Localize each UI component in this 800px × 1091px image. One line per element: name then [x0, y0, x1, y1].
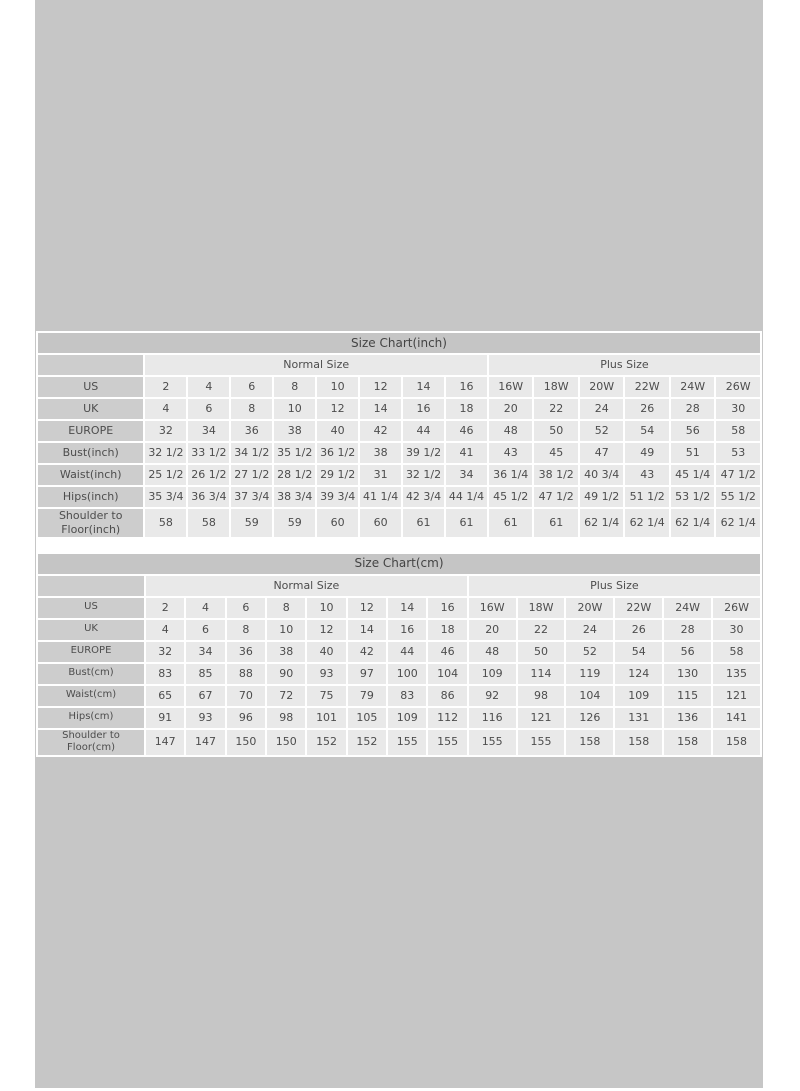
table-cell: 26W: [713, 598, 760, 618]
table-cell: 2: [145, 377, 186, 397]
table-cell: 32 1/2: [145, 443, 186, 463]
table-cell: 16: [428, 598, 466, 618]
table-cell: 34: [446, 465, 487, 485]
table-cell: 109: [615, 686, 662, 706]
table-cell: 101: [307, 708, 345, 728]
group-spacer-cell: [38, 576, 144, 596]
table-cell: 41 1/4: [360, 487, 401, 507]
table-cell: 58: [145, 509, 186, 537]
table-cell: 98: [267, 708, 305, 728]
table-cell: 42 3/4: [403, 487, 444, 507]
table-cell: 158: [615, 730, 662, 755]
column-group-label: Normal Size: [145, 355, 487, 375]
table-cell: 158: [566, 730, 613, 755]
table-cell: 24: [566, 620, 613, 640]
table-cell: 31: [360, 465, 401, 485]
table-cell: 92: [469, 686, 516, 706]
table-row: [38, 708, 760, 728]
column-group-row: [38, 576, 760, 596]
row-label: Shoulder to Floor(inch): [38, 509, 143, 537]
table-cell: 109: [469, 664, 516, 684]
table-cell: 155: [469, 730, 516, 755]
table-cell: 52: [580, 421, 624, 441]
table-cell: 40: [307, 642, 345, 662]
table-cell: 14: [348, 620, 386, 640]
table-cell: 105: [348, 708, 386, 728]
table-cell: 86: [428, 686, 466, 706]
chart-title: Size Chart(cm): [38, 554, 760, 574]
table-row: [38, 421, 760, 441]
table-cell: 152: [348, 730, 386, 755]
table-cell: 52: [566, 642, 613, 662]
table-cell: 158: [664, 730, 711, 755]
table-row: [38, 686, 760, 706]
table-cell: 98: [518, 686, 565, 706]
group-spacer-cell: [38, 355, 143, 375]
table-cell: 60: [317, 509, 358, 537]
table-cell: 4: [186, 598, 224, 618]
table-cell: 56: [671, 421, 715, 441]
table-cell: 91: [146, 708, 184, 728]
table-cell: 12: [348, 598, 386, 618]
table-cell: 16: [388, 620, 426, 640]
table-cell: 59: [274, 509, 315, 537]
table-cell: 10: [274, 399, 315, 419]
table-row: [38, 465, 760, 485]
table-cell: 72: [267, 686, 305, 706]
table-cell: 88: [227, 664, 265, 684]
table-cell: 135: [713, 664, 760, 684]
table-cell: 112: [428, 708, 466, 728]
table-cell: 47 1/2: [534, 487, 578, 507]
table-cell: 6: [186, 620, 224, 640]
table-cell: 65: [146, 686, 184, 706]
table-cell: 126: [566, 708, 613, 728]
table-cell: 109: [388, 708, 426, 728]
table-cell: 49: [625, 443, 669, 463]
table-cell: 10: [307, 598, 345, 618]
table-cell: 36 1/2: [317, 443, 358, 463]
table-cell: 16: [403, 399, 444, 419]
table-cell: 59: [231, 509, 272, 537]
size-charts-container: [36, 331, 762, 757]
table-cell: 39 1/2: [403, 443, 444, 463]
table-cell: 4: [145, 399, 186, 419]
table-cell: 54: [625, 421, 669, 441]
table-cell: 2: [146, 598, 184, 618]
table-cell: 18W: [518, 598, 565, 618]
table-cell: 6: [188, 399, 229, 419]
table-cell: 14: [403, 377, 444, 397]
table-cell: 60: [360, 509, 401, 537]
table-cell: 116: [469, 708, 516, 728]
column-group-label: Normal Size: [146, 576, 467, 596]
chart-title: Size Chart(inch): [38, 333, 760, 353]
table-cell: 136: [664, 708, 711, 728]
table-row: [38, 664, 760, 684]
table-cell: 12: [360, 377, 401, 397]
table-row: [38, 509, 760, 537]
table-cell: 39 3/4: [317, 487, 358, 507]
table-cell: 35 1/2: [274, 443, 315, 463]
table-cell: 50: [518, 642, 565, 662]
table-cell: 24W: [671, 377, 715, 397]
table-cell: 70: [227, 686, 265, 706]
table-cell: 147: [186, 730, 224, 755]
row-label: Bust(inch): [38, 443, 143, 463]
row-label: UK: [38, 399, 143, 419]
table-cell: 20W: [566, 598, 613, 618]
table-cell: 26: [625, 399, 669, 419]
table-cell: 62 1/4: [580, 509, 624, 537]
table-cell: 18: [446, 399, 487, 419]
table-cell: 38: [360, 443, 401, 463]
table-cell: 51 1/2: [625, 487, 669, 507]
table-row: [38, 598, 760, 618]
table-cell: 33 1/2: [188, 443, 229, 463]
table-cell: 12: [307, 620, 345, 640]
table-cell: 50: [534, 421, 578, 441]
row-label: Hips(cm): [38, 708, 144, 728]
table-cell: 36 1/4: [489, 465, 533, 485]
table-cell: 34 1/2: [231, 443, 272, 463]
table-cell: 8: [231, 399, 272, 419]
table-cell: 48: [489, 421, 533, 441]
table-cell: 6: [231, 377, 272, 397]
table-cell: 61: [489, 509, 533, 537]
table-cell: 100: [388, 664, 426, 684]
table-cell: 85: [186, 664, 224, 684]
product-image-canvas: [35, 0, 763, 1088]
row-label: US: [38, 598, 144, 618]
table-cell: 47: [580, 443, 624, 463]
table-cell: 152: [307, 730, 345, 755]
table-cell: 97: [348, 664, 386, 684]
table-cell: 56: [664, 642, 711, 662]
table-cell: 62 1/4: [671, 509, 715, 537]
table-row: [38, 620, 760, 640]
table-cell: 54: [615, 642, 662, 662]
table-cell: 20W: [580, 377, 624, 397]
table-cell: 24W: [664, 598, 711, 618]
row-label: Hips(inch): [38, 487, 143, 507]
table-cell: 45 1/2: [489, 487, 533, 507]
table-cell: 45 1/4: [671, 465, 715, 485]
table-cell: 38 1/2: [534, 465, 578, 485]
table-cell: 53 1/2: [671, 487, 715, 507]
table-cell: 131: [615, 708, 662, 728]
table-row: [38, 377, 760, 397]
table-row: [38, 443, 760, 463]
table-cell: 22W: [625, 377, 669, 397]
table-cell: 14: [360, 399, 401, 419]
table-cell: 155: [388, 730, 426, 755]
table-cell: 26W: [716, 377, 760, 397]
table-cell: 40 3/4: [580, 465, 624, 485]
table-cell: 93: [307, 664, 345, 684]
table-cell: 51: [671, 443, 715, 463]
table-cell: 16W: [469, 598, 516, 618]
table-row: [38, 730, 760, 755]
table-cell: 58: [713, 642, 760, 662]
table-cell: 8: [267, 598, 305, 618]
size-chart-table-cm: [36, 552, 762, 757]
table-cell: 158: [713, 730, 760, 755]
table-cell: 30: [716, 399, 760, 419]
table-cell: 124: [615, 664, 662, 684]
table-cell: 35 3/4: [145, 487, 186, 507]
table-cell: 147: [146, 730, 184, 755]
table-cell: 10: [267, 620, 305, 640]
table-cell: 115: [664, 686, 711, 706]
table-cell: 43: [489, 443, 533, 463]
table-cell: 6: [227, 598, 265, 618]
size-chart-table-inch: [36, 331, 762, 539]
table-cell: 42: [348, 642, 386, 662]
row-label: Waist(cm): [38, 686, 144, 706]
table-cell: 38 3/4: [274, 487, 315, 507]
table-cell: 83: [146, 664, 184, 684]
table-cell: 155: [428, 730, 466, 755]
table-cell: 24: [580, 399, 624, 419]
table-cell: 16: [446, 377, 487, 397]
table-cell: 18W: [534, 377, 578, 397]
table-cell: 150: [267, 730, 305, 755]
table-cell: 119: [566, 664, 613, 684]
table-cell: 12: [317, 399, 358, 419]
table-cell: 32: [145, 421, 186, 441]
table-cell: 10: [317, 377, 358, 397]
table-cell: 104: [428, 664, 466, 684]
table-cell: 34: [188, 421, 229, 441]
table-cell: 90: [267, 664, 305, 684]
table-cell: 155: [518, 730, 565, 755]
table-cell: 25 1/2: [145, 465, 186, 485]
table-cell: 41: [446, 443, 487, 463]
table-cell: 22W: [615, 598, 662, 618]
table-cell: 67: [186, 686, 224, 706]
row-label: Bust(cm): [38, 664, 144, 684]
table-cell: 104: [566, 686, 613, 706]
row-label: US: [38, 377, 143, 397]
table-cell: 30: [713, 620, 760, 640]
column-group-row: [38, 355, 760, 375]
table-cell: 75: [307, 686, 345, 706]
table-cell: 28 1/2: [274, 465, 315, 485]
row-label: EUROPE: [38, 421, 143, 441]
table-cell: 36: [231, 421, 272, 441]
table-cell: 14: [388, 598, 426, 618]
column-group-label: Plus Size: [469, 576, 760, 596]
chart-title-row: [38, 554, 760, 574]
table-cell: 37 3/4: [231, 487, 272, 507]
table-cell: 26: [615, 620, 662, 640]
table-cell: 58: [188, 509, 229, 537]
table-cell: 22: [518, 620, 565, 640]
table-cell: 121: [713, 686, 760, 706]
table-cell: 55 1/2: [716, 487, 760, 507]
table-cell: 32 1/2: [403, 465, 444, 485]
table-cell: 4: [188, 377, 229, 397]
table-cell: 61: [403, 509, 444, 537]
table-cell: 40: [317, 421, 358, 441]
table-cell: 96: [227, 708, 265, 728]
table-cell: 16W: [489, 377, 533, 397]
column-group-label: Plus Size: [489, 355, 760, 375]
chart-title-row: [38, 333, 760, 353]
table-cell: 18: [428, 620, 466, 640]
row-label: UK: [38, 620, 144, 640]
table-cell: 38: [267, 642, 305, 662]
table-row: [38, 399, 760, 419]
table-cell: 141: [713, 708, 760, 728]
table-cell: 61: [534, 509, 578, 537]
table-cell: 22: [534, 399, 578, 419]
table-cell: 36: [227, 642, 265, 662]
table-cell: 121: [518, 708, 565, 728]
row-label: Shoulder to Floor(cm): [38, 730, 144, 755]
table-cell: 46: [446, 421, 487, 441]
table-cell: 32: [146, 642, 184, 662]
row-label: EUROPE: [38, 642, 144, 662]
table-cell: 45: [534, 443, 578, 463]
table-cell: 93: [186, 708, 224, 728]
table-cell: 27 1/2: [231, 465, 272, 485]
table-cell: 46: [428, 642, 466, 662]
table-cell: 20: [469, 620, 516, 640]
table-cell: 26 1/2: [188, 465, 229, 485]
row-label: Waist(inch): [38, 465, 143, 485]
table-cell: 44: [403, 421, 444, 441]
table-cell: 43: [625, 465, 669, 485]
table-cell: 28: [671, 399, 715, 419]
table-cell: 8: [227, 620, 265, 640]
table-cell: 42: [360, 421, 401, 441]
table-cell: 62 1/4: [625, 509, 669, 537]
table-cell: 61: [446, 509, 487, 537]
table-cell: 44: [388, 642, 426, 662]
table-cell: 114: [518, 664, 565, 684]
table-cell: 8: [274, 377, 315, 397]
table-cell: 36 3/4: [188, 487, 229, 507]
table-cell: 62 1/4: [716, 509, 760, 537]
table-cell: 4: [146, 620, 184, 640]
table-cell: 53: [716, 443, 760, 463]
table-cell: 29 1/2: [317, 465, 358, 485]
table-cell: 83: [388, 686, 426, 706]
table-cell: 49 1/2: [580, 487, 624, 507]
table-cell: 34: [186, 642, 224, 662]
table-cell: 130: [664, 664, 711, 684]
table-cell: 150: [227, 730, 265, 755]
table-row: [38, 487, 760, 507]
table-cell: 47 1/2: [716, 465, 760, 485]
table-row: [38, 642, 760, 662]
table-cell: 20: [489, 399, 533, 419]
table-cell: 44 1/4: [446, 487, 487, 507]
table-cell: 38: [274, 421, 315, 441]
table-cell: 48: [469, 642, 516, 662]
table-cell: 58: [716, 421, 760, 441]
table-cell: 79: [348, 686, 386, 706]
table-cell: 28: [664, 620, 711, 640]
